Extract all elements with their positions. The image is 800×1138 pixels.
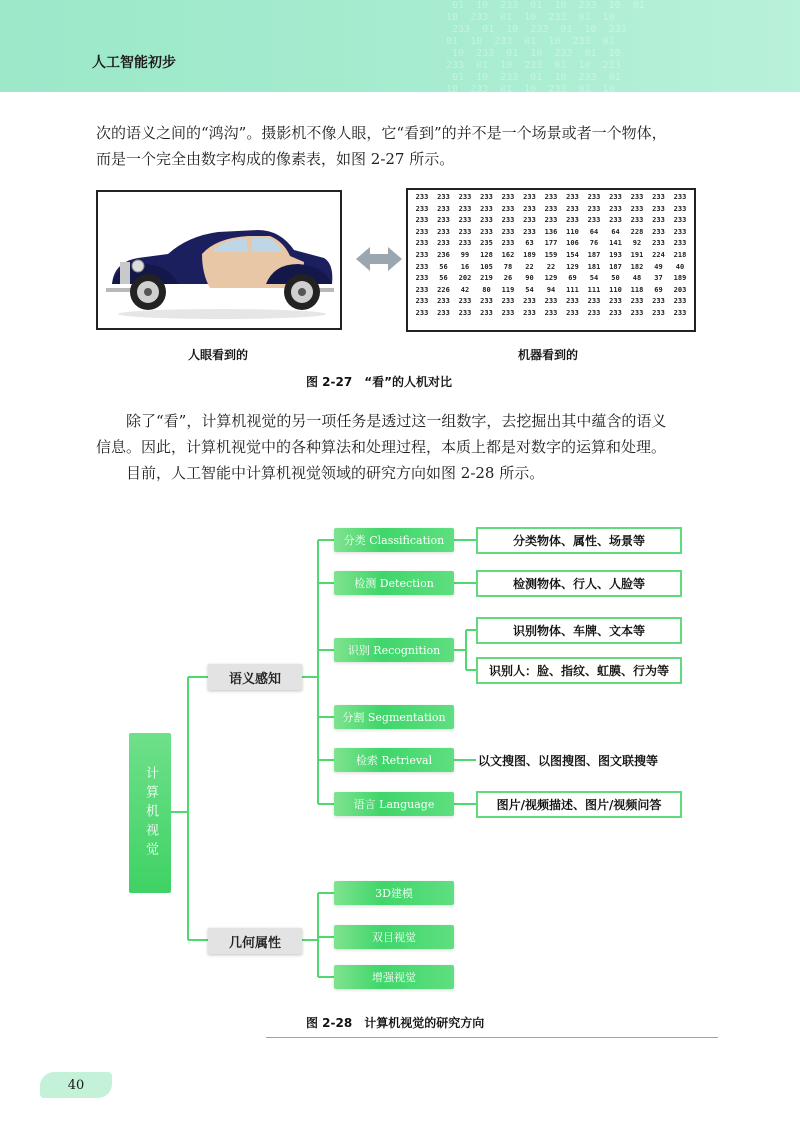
pixel-value: 233 [415, 239, 429, 248]
car-image [96, 190, 342, 330]
pixel-value: 181 [587, 262, 601, 271]
pixel-value: 233 [673, 239, 687, 248]
pixel-value: 69 [568, 274, 577, 283]
pixel-value: 233 [437, 193, 450, 201]
pixel-value: 233 [566, 193, 579, 201]
node-segmentation: 分割 Segmentation [334, 705, 454, 729]
pixel-value: 233 [630, 308, 644, 317]
pixel-value: 233 [609, 297, 622, 306]
pixel-value: 233 [673, 204, 687, 213]
footer-rule [266, 1037, 718, 1038]
pixel-value: 80 [482, 285, 491, 294]
pixel-value: 40 [675, 262, 685, 271]
pixel-value: 110 [566, 227, 579, 236]
pixel-value: 233 [415, 285, 429, 294]
pixel-row [412, 262, 690, 274]
pixel-value: 233 [501, 204, 515, 213]
pixel-value: 233 [566, 216, 579, 225]
node-language: 语言 Language [334, 792, 454, 816]
pixel-value: 233 [480, 308, 493, 317]
pixel-value: 64 [611, 227, 620, 236]
pixel-value: 233 [437, 297, 450, 306]
pixel-value: 233 [673, 297, 687, 306]
pixel-value: 129 [566, 262, 579, 271]
pixel-value: 233 [501, 297, 515, 306]
root-node-computer-vision [129, 733, 171, 893]
pixel-value: 193 [609, 250, 622, 259]
pixel-value: 233 [609, 216, 622, 225]
pixel-value: 233 [458, 297, 472, 306]
pixel-value: 233 [673, 193, 687, 201]
vintage-car-illustration [98, 192, 340, 328]
pixel-value: 233 [458, 239, 472, 248]
pixel-table [406, 188, 696, 332]
root-node-label: 计算机视觉 [143, 765, 158, 861]
branch-semantic-perception: 语义感知 [208, 664, 302, 690]
pixel-value: 94 [546, 285, 556, 294]
pixel-value: 233 [501, 216, 515, 225]
pixel-value: 233 [480, 204, 493, 213]
paragraph-line: 而是一个完全由数字构成的像素表，如图 2-27 所示。 [96, 150, 455, 168]
pixel-value: 233 [544, 297, 558, 306]
pixel-value: 233 [587, 216, 601, 225]
pixel-row [412, 204, 690, 216]
pixel-value: 202 [458, 274, 472, 283]
pixel-value: 56 [439, 262, 448, 271]
pixel-value: 22 [546, 262, 556, 271]
page-number: 40 [40, 1072, 112, 1098]
desc-classification: 分类物体、属性、场景等 [476, 527, 682, 554]
pixel-value: 187 [587, 250, 601, 259]
desc-recognition-people: 识别人：脸、指纹、虹膜、行为等 [476, 657, 682, 684]
pixel-value: 233 [630, 193, 644, 201]
figure-2-28-caption: 图 2-28 计算机视觉的研究方向 [306, 1016, 485, 1030]
pixel-value: 233 [437, 239, 450, 248]
pixel-value: 16 [460, 262, 470, 271]
pixel-value: 233 [673, 308, 687, 317]
pixel-value: 233 [415, 193, 429, 201]
pixel-value: 233 [587, 297, 601, 306]
pixel-value: 159 [544, 250, 558, 259]
pixel-value: 233 [609, 204, 622, 213]
pixel-value: 233 [566, 297, 579, 306]
pixel-value: 76 [589, 239, 599, 248]
pixel-value: 233 [652, 297, 665, 306]
pixel-value: 233 [544, 308, 558, 317]
page-header-band [0, 0, 800, 92]
paragraph-line: 信息。因此，计算机视觉中的各种算法和处理过程，本质上都是对数字的运算和处理。 [96, 438, 667, 456]
pixel-value: 233 [544, 204, 558, 213]
pixel-value: 136 [544, 227, 558, 236]
pixel-row [412, 250, 690, 262]
pixel-value: 233 [566, 204, 579, 213]
pixel-value: 233 [437, 204, 450, 213]
pixel-value: 233 [480, 297, 493, 306]
pixel-value: 233 [609, 193, 622, 201]
node-3d-modeling: 3D建模 [334, 881, 454, 905]
pixel-value: 226 [437, 285, 450, 294]
pixel-value: 233 [587, 204, 601, 213]
pixel-value: 233 [458, 308, 472, 317]
paragraph-2 [96, 408, 716, 486]
pixel-value: 50 [611, 274, 620, 283]
pixel-value: 233 [501, 193, 515, 201]
pixel-value: 141 [609, 239, 622, 248]
pixel-value: 110 [609, 285, 622, 294]
pixel-value: 233 [673, 227, 687, 236]
node-binocular-vision: 双目视觉 [334, 925, 454, 949]
pixel-value: 182 [630, 262, 644, 271]
paragraph-line: 目前，人工智能中计算机视觉领域的研究方向如图 2-28 所示。 [126, 464, 545, 482]
pixel-value: 187 [609, 262, 622, 271]
pixel-row [412, 238, 690, 250]
pixel-value: 233 [523, 227, 536, 236]
pixel-value: 236 [437, 250, 450, 259]
pixel-row [412, 227, 690, 239]
paragraph-line: 次的语义之间的“鸿沟”。摄影机不像人眼，它“看到”的并不是一个场景或者一个物体， [96, 124, 667, 142]
pixel-value: 99 [460, 250, 470, 259]
pixel-value: 233 [501, 308, 515, 317]
pixel-value: 233 [415, 297, 429, 306]
pixel-value: 233 [652, 204, 665, 213]
pixel-value: 233 [523, 297, 536, 306]
pixel-value: 105 [480, 262, 493, 271]
bidirectional-arrow-icon [356, 244, 402, 274]
pixel-value: 233 [415, 274, 429, 283]
pixel-value: 233 [415, 250, 429, 259]
pixel-value: 233 [523, 308, 536, 317]
pixel-value: 90 [525, 274, 534, 283]
machine-view-caption: 机器看到的 [518, 348, 579, 362]
pixel-value: 92 [632, 239, 642, 248]
pixel-value: 233 [630, 297, 644, 306]
pixel-value: 233 [480, 216, 493, 225]
pixel-row [412, 215, 690, 227]
pixel-value: 233 [415, 262, 429, 271]
pixel-value: 111 [566, 285, 579, 294]
pixel-value: 233 [437, 227, 450, 236]
pixel-value: 233 [544, 216, 558, 225]
pixel-row [412, 296, 690, 308]
pixel-value: 224 [652, 250, 665, 259]
pixel-value: 219 [480, 274, 493, 283]
pixel-value: 233 [652, 216, 665, 225]
pixel-value: 233 [587, 193, 601, 201]
pixel-value: 162 [501, 250, 515, 259]
pixel-value: 64 [589, 227, 599, 236]
pixel-value: 233 [652, 227, 665, 236]
pixel-value: 233 [501, 239, 515, 248]
pixel-value: 233 [415, 204, 429, 213]
pixel-value: 154 [566, 250, 579, 259]
desc-language: 图片/视频描述、图片/视频问答 [476, 791, 682, 818]
pixel-value: 233 [652, 308, 665, 317]
pixel-value: 54 [589, 274, 599, 283]
pixel-value: 189 [523, 250, 536, 259]
branch-geometric-attributes: 几何属性 [208, 928, 302, 954]
pixel-value: 233 [523, 216, 536, 225]
pixel-value: 233 [587, 308, 601, 317]
pixel-value: 218 [673, 250, 687, 259]
desc-recognition-objects: 识别物体、车牌、文本等 [476, 617, 682, 644]
pixel-value: 118 [630, 285, 644, 294]
pixel-value: 233 [673, 216, 687, 225]
node-detection: 检测 Detection [334, 571, 454, 595]
pixel-value: 233 [458, 204, 472, 213]
pixel-value: 233 [630, 204, 644, 213]
pixel-value: 233 [501, 227, 515, 236]
pixel-value: 233 [458, 193, 472, 201]
pixel-value: 189 [673, 274, 687, 283]
pixel-value: 235 [480, 239, 493, 248]
pixel-value: 233 [415, 216, 429, 225]
paragraph-1 [96, 120, 716, 172]
paragraph-line: 除了“看”，计算机视觉的另一项任务是透过这一组数字，去挖掘出其中蕴含的语义 [126, 412, 667, 430]
pixel-value: 233 [458, 216, 472, 225]
node-recognition: 识别 Recognition [334, 638, 454, 662]
pixel-value: 128 [480, 250, 493, 259]
pixel-value: 228 [630, 227, 644, 236]
pixel-value: 233 [652, 239, 665, 248]
desc-retrieval: 以文搜图、以图搜图、图文联搜等 [478, 753, 659, 768]
pixel-value: 233 [630, 216, 644, 225]
pixel-value: 233 [480, 227, 493, 236]
pixel-value: 54 [525, 285, 534, 294]
figure-2-27-caption: 图 2-27 “看”的人机对比 [306, 375, 452, 389]
node-classification: 分类 Classification [334, 528, 454, 552]
pixel-value: 177 [544, 239, 558, 248]
node-augmented-vision: 增强视觉 [334, 965, 454, 989]
pixel-row [412, 192, 690, 204]
pixel-value: 233 [415, 308, 429, 317]
pixel-value: 49 [654, 262, 663, 271]
human-view-caption: 人眼看到的 [188, 348, 249, 362]
pixel-value: 42 [460, 285, 470, 294]
pixel-value: 233 [523, 204, 536, 213]
decorative-digit-pattern: 01 10 233 01 10 233 10 01 10 233 01 10 233 01 10 233 01 10 233 01 10 233 01 10 233 01 10 233 01 10 233 01 10 233 01 10 233 01 10 233 01 10 233 01 10 233 01 10 233 01 10 233 01 10 233 01 10 [446, 0, 645, 92]
pixel-value: 22 [525, 262, 534, 271]
pixel-value: 233 [609, 308, 622, 317]
book-title: 人工智能初步 [92, 55, 176, 71]
pixel-row [412, 285, 690, 297]
pixel-value: 69 [654, 285, 663, 294]
pixel-row [412, 308, 690, 320]
pixel-value: 63 [525, 239, 534, 248]
pixel-value: 119 [501, 285, 515, 294]
pixel-value: 233 [652, 193, 665, 201]
desc-detection: 检测物体、行人、人脸等 [476, 570, 682, 597]
pixel-value: 56 [439, 274, 448, 283]
pixel-value: 233 [437, 308, 450, 317]
pixel-value: 129 [544, 274, 558, 283]
node-retrieval: 检索 Retrieval [334, 748, 454, 772]
pixel-value: 48 [632, 274, 642, 283]
pixel-row [412, 273, 690, 285]
pixel-value: 78 [503, 262, 513, 271]
pixel-value: 203 [673, 285, 687, 294]
pixel-value: 233 [480, 193, 493, 201]
pixel-value: 233 [458, 227, 472, 236]
pixel-value: 191 [630, 250, 644, 259]
pixel-value: 233 [566, 308, 579, 317]
pixel-value: 26 [503, 274, 513, 283]
pixel-value: 111 [587, 285, 601, 294]
pixel-value: 37 [654, 274, 663, 283]
pixel-value: 233 [415, 227, 429, 236]
pixel-value: 233 [523, 193, 536, 201]
pixel-value: 106 [566, 239, 579, 248]
pixel-value: 233 [437, 216, 450, 225]
pixel-value: 233 [544, 193, 558, 201]
